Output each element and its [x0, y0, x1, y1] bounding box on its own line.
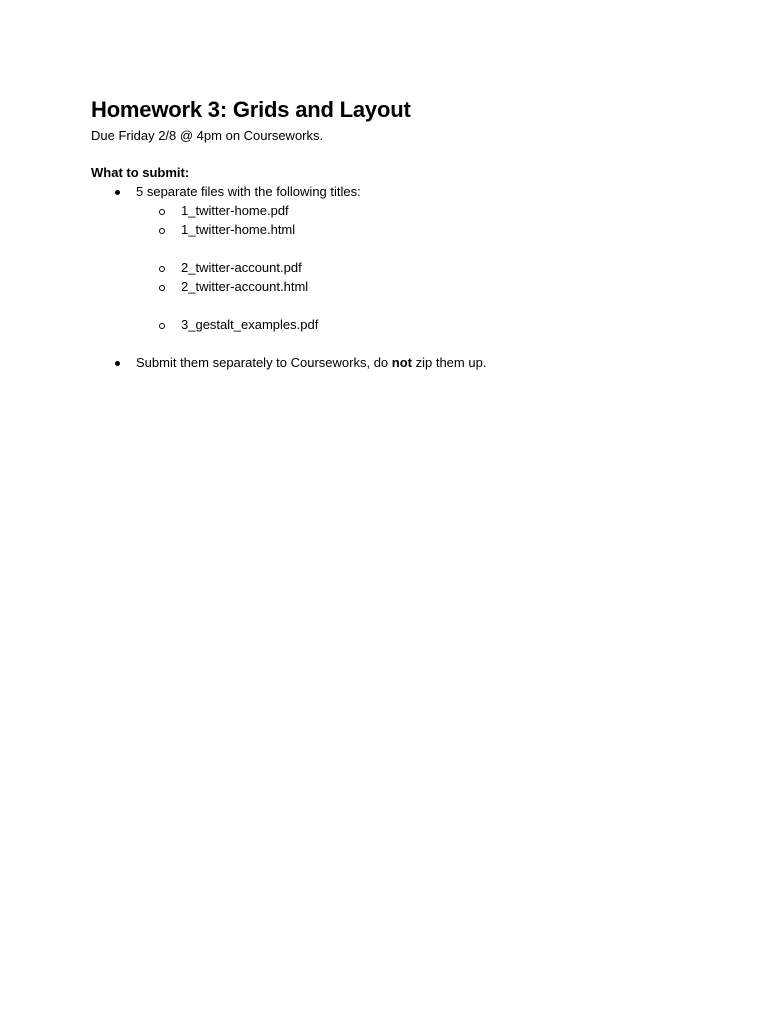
sub-bullet-marker	[159, 209, 165, 215]
list-item	[136, 354, 486, 372]
sub-list-item: 3_gestalt_examples.pdf	[181, 317, 319, 332]
due-date-text: Due Friday 2/8 @ 4pm on Courseworks.	[91, 128, 324, 143]
bullet-marker	[115, 190, 120, 195]
sub-list-item: 2_twitter-account.html	[181, 279, 309, 294]
sub-list-item: 1_twitter-home.pdf	[181, 203, 289, 218]
list-item: 5 separate files with the following titles:	[136, 184, 361, 199]
what-to-submit-heading: What to submit:	[91, 165, 190, 180]
sub-bullet-marker	[159, 228, 165, 234]
sub-list-item: 2_twitter-account.pdf	[181, 260, 302, 275]
sub-bullet-marker	[159, 266, 165, 272]
sub-bullet-marker	[159, 285, 165, 291]
list-item-text: Submit them separately to Courseworks, do	[136, 355, 392, 370]
document-title: Homework 3: Grids and Layout	[91, 97, 411, 122]
sub-bullet-marker	[159, 323, 165, 329]
list-item-text: zip them up.	[412, 355, 487, 370]
emphasis-text: not	[391, 355, 412, 370]
bullet-marker	[115, 361, 120, 366]
sub-list-item: 1_twitter-home.html	[181, 222, 296, 237]
